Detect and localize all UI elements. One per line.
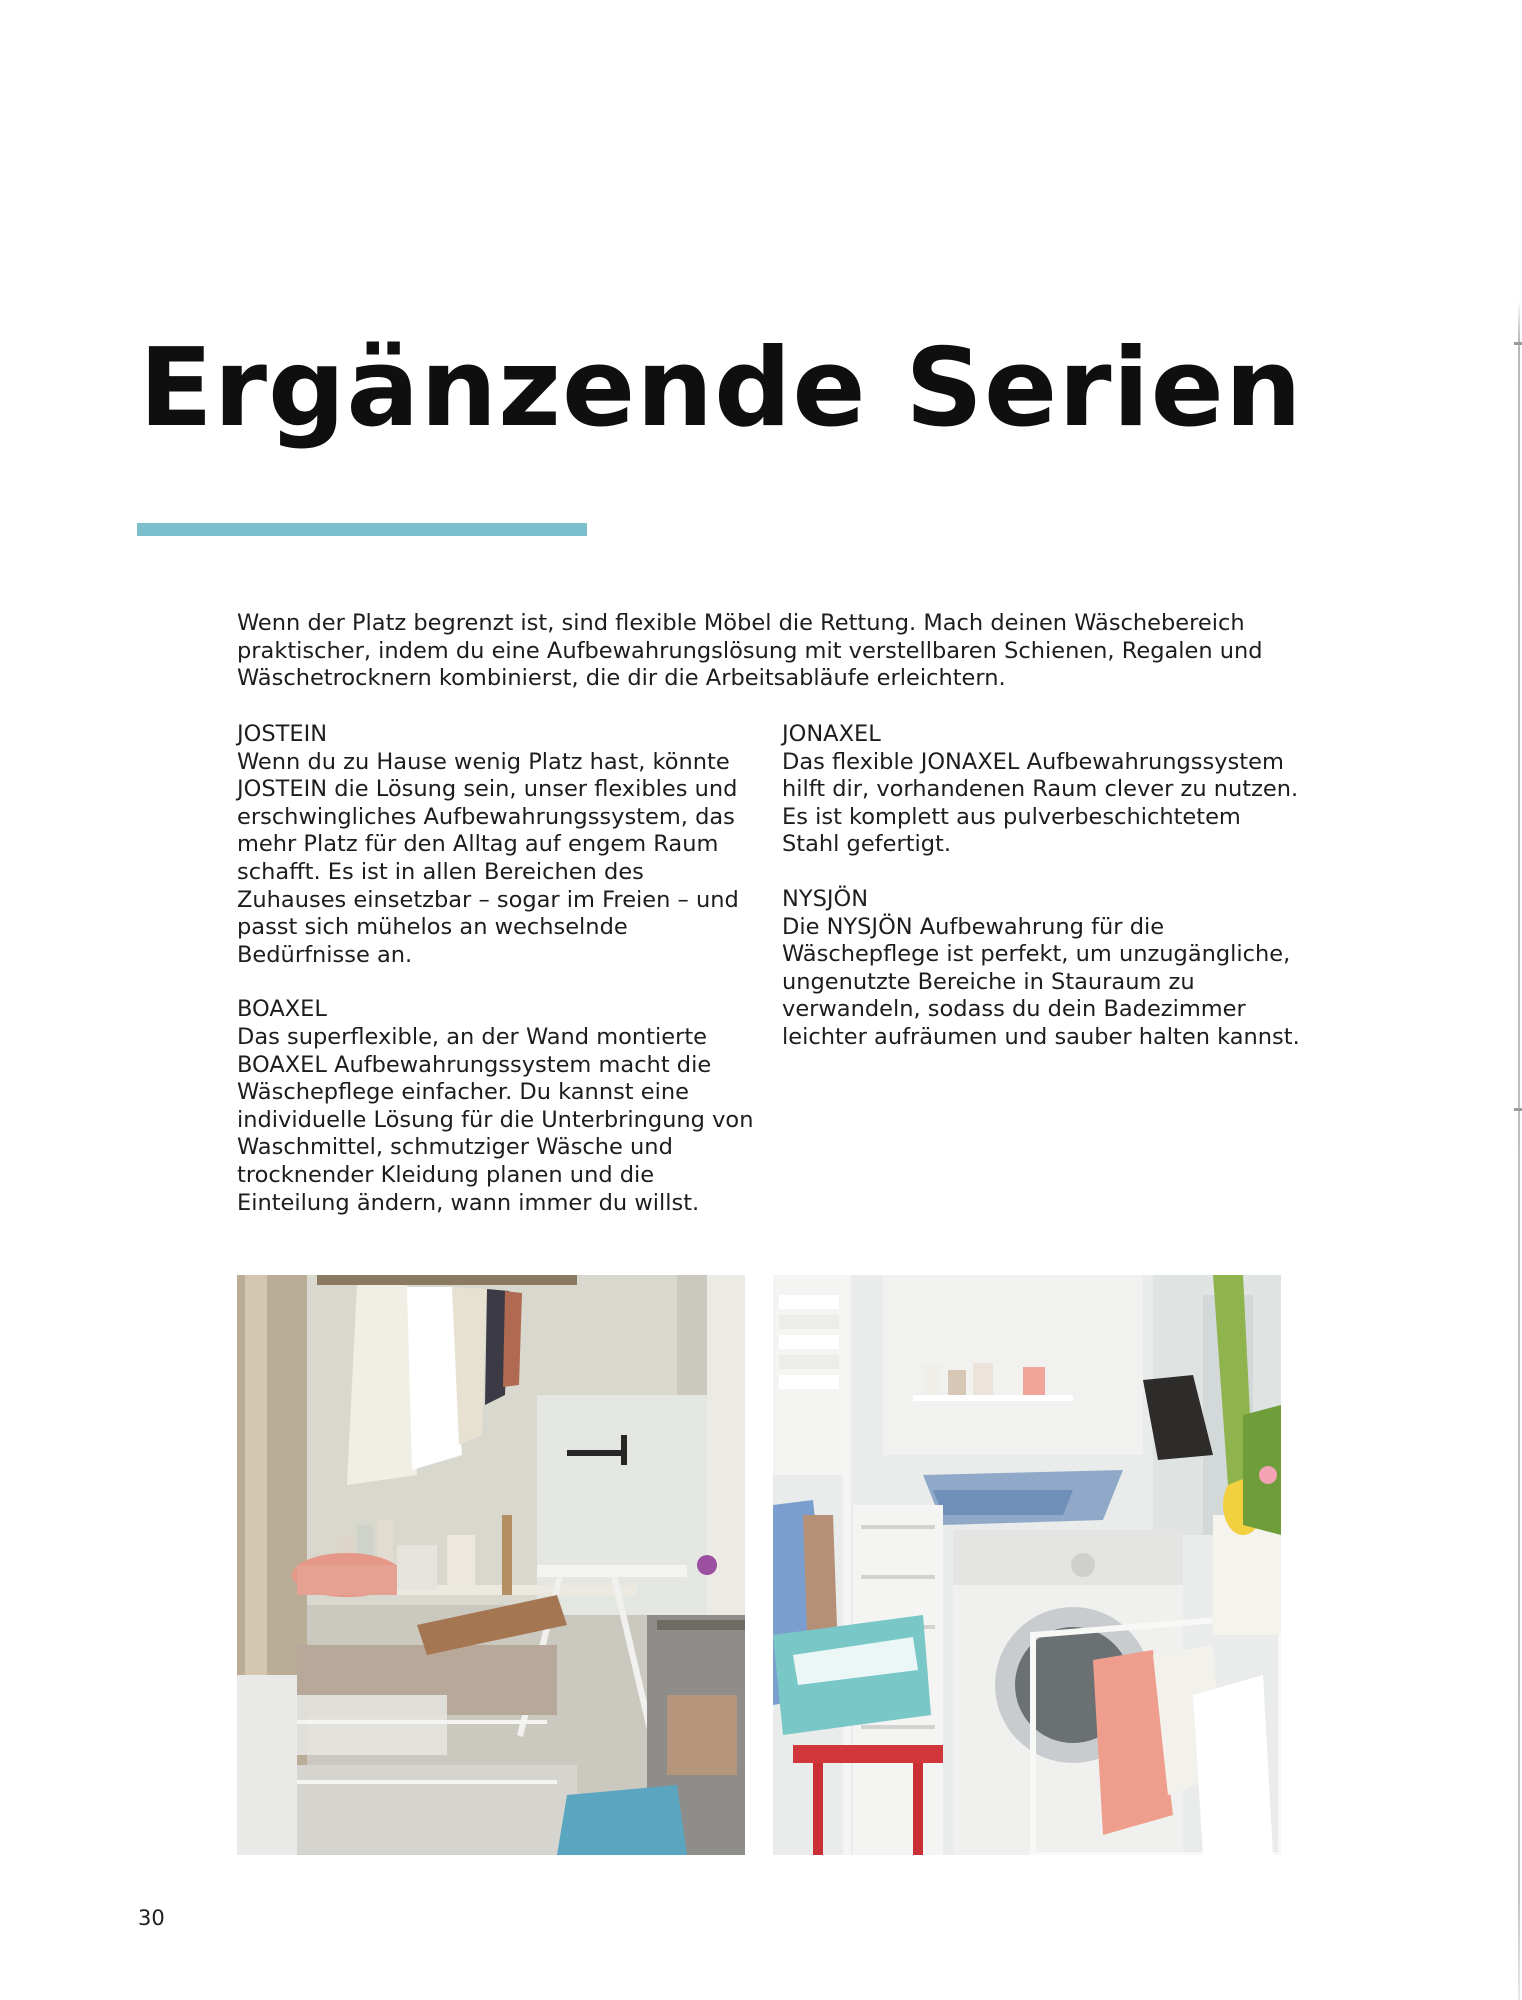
accent-rule — [137, 523, 587, 536]
series-name: JOSTEIN — [237, 721, 328, 747]
page-edge-mark — [1514, 1108, 1522, 1111]
series-description: Die NYSJÖN Aufbewahrung für die Wäschepflege ist perfekt, um unzugängliche, ungenutzte Bereiche in Stauraum zu verwandeln, sodass du dein Badezimmer leichter aufräumen und sauber halten kannst. — [782, 913, 1300, 1050]
left-column — [237, 721, 757, 1244]
series-name: NYSJÖN — [782, 885, 869, 912]
series-description: Das superflexible, an der Wand montierte BOAXEL Aufbewahrungssystem macht die Wäschepflege einfacher. Du kannst eine individuelle Lösung für die Unterbringung von Waschmittel, schmutziger Wäsche und trocknender Kleidung planen und die Einteilung ändern, wann immer du willst. — [237, 1023, 754, 1216]
series-nysjon — [782, 886, 1302, 1052]
series-name: JONAXEL — [782, 721, 881, 747]
right-column — [782, 721, 1302, 1079]
series-jostein — [237, 721, 757, 969]
page-number: 30 — [138, 1906, 165, 1930]
series-name: BOAXEL — [237, 996, 327, 1023]
page-title: Ergänzende Serien — [139, 326, 1303, 451]
page-edge-mark — [1514, 342, 1522, 345]
page-edge-line — [1518, 0, 1520, 2000]
series-description: Wenn du zu Hause wenig Platz hast, könnte JOSTEIN die Lösung sein, unser flexibles und erschwingliches Aufbewahrungssystem, das mehr Platz für den Alltag auf engem Raum schafft. Es ist in allen Bereichen des Zuhauses einsetzbar – sogar im Freien – und passt sich mühelos an wechselnde Bedürfnisse an. — [237, 748, 739, 968]
laundry-shelving-photo — [237, 1275, 745, 1855]
laundry-washer-photo — [773, 1275, 1281, 1855]
series-description: Das flexible JONAXEL Aufbewahrungssystem hilft dir, vorhandenen Raum clever zu nutzen. Es ist komplett aus pulverbeschichtetem Stahl gefertigt. — [782, 748, 1299, 858]
series-jonaxel — [782, 721, 1302, 859]
series-boaxel — [237, 996, 757, 1217]
intro-paragraph: Wenn der Platz begrenzt ist, sind flexible Möbel die Rettung. Mach deinen Wäschebereich praktischer, indem du eine Aufbewahrungslösung mit verstellbaren Schienen, Regalen und Wäschetrocknern kombinierst, die dir die Arbeitsabläufe erleichtern. — [237, 610, 1263, 692]
